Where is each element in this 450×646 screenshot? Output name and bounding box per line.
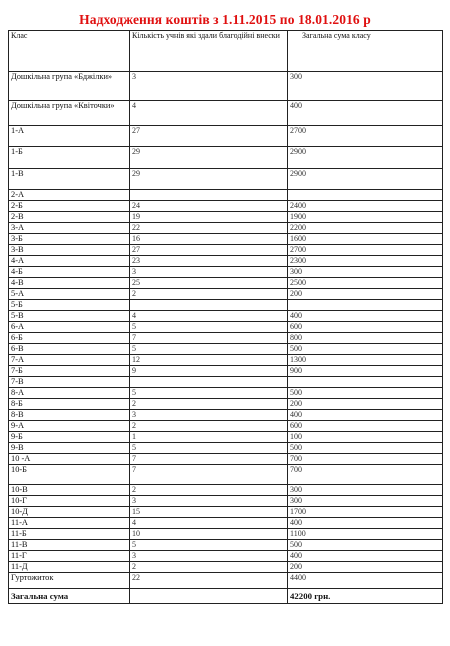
count-cell (130, 190, 288, 201)
class-cell: 11-Г (9, 551, 130, 562)
sum-cell: 1100 (288, 529, 443, 540)
count-cell: 5 (130, 443, 288, 454)
count-cell: 3 (130, 72, 288, 101)
class-cell: 8-А (9, 388, 130, 399)
sum-cell: 400 (288, 410, 443, 421)
class-cell: 6-Б (9, 333, 130, 344)
count-cell: 12 (130, 355, 288, 366)
sum-cell: 400 (288, 518, 443, 529)
class-cell: 6-В (9, 344, 130, 355)
class-cell: 7-Б (9, 366, 130, 377)
table-row (9, 300, 443, 311)
sum-cell: 2400 (288, 201, 443, 212)
count-cell: 3 (130, 267, 288, 278)
sum-cell: 1700 (288, 507, 443, 518)
table-row (9, 212, 443, 223)
class-cell: 4-А (9, 256, 130, 267)
sum-cell: 700 (288, 465, 443, 485)
table-row (9, 245, 443, 256)
table-row (9, 377, 443, 388)
table-row (9, 562, 443, 573)
sum-cell: 500 (288, 388, 443, 399)
count-cell: 16 (130, 234, 288, 245)
count-cell: 15 (130, 507, 288, 518)
header-class: Клас (9, 31, 130, 72)
count-cell: 4 (130, 518, 288, 529)
count-cell: 22 (130, 223, 288, 234)
table-row (9, 344, 443, 355)
count-cell: 24 (130, 201, 288, 212)
table-row (9, 223, 443, 234)
document-title: Надходження коштів з 1.11.2015 по 18.01.2016 р (79, 12, 371, 27)
table-row (9, 496, 443, 507)
table-row (9, 421, 443, 432)
count-cell: 23 (130, 256, 288, 267)
sum-cell (288, 300, 443, 311)
table-row (9, 507, 443, 518)
class-cell: 11-В (9, 540, 130, 551)
class-cell: Гуртожиток (9, 573, 130, 589)
class-cell: 1-В (9, 169, 130, 190)
sum-cell: 300 (288, 496, 443, 507)
class-cell: 2-Б (9, 201, 130, 212)
count-cell: 1 (130, 432, 288, 443)
class-cell: 7-В (9, 377, 130, 388)
table-row (9, 190, 443, 201)
table-row (9, 454, 443, 465)
table-row (9, 410, 443, 421)
sum-cell: 500 (288, 540, 443, 551)
table-row (9, 432, 443, 443)
class-cell: 10-Г (9, 496, 130, 507)
class-cell: 3-Б (9, 234, 130, 245)
class-cell: 10-Д (9, 507, 130, 518)
count-cell: 7 (130, 465, 288, 485)
count-cell (130, 300, 288, 311)
class-cell: 6-А (9, 322, 130, 333)
table-row (9, 201, 443, 212)
class-cell: 1-А (9, 126, 130, 147)
table-row (9, 256, 443, 267)
count-cell: 25 (130, 278, 288, 289)
table-row (9, 72, 443, 101)
count-cell: 3 (130, 410, 288, 421)
total-label: Загальна сума (9, 589, 130, 604)
class-cell: 9-Б (9, 432, 130, 443)
header-count: Кількість учнів які здали благодійні внески (130, 31, 288, 72)
class-cell: 2-В (9, 212, 130, 223)
table-row (9, 399, 443, 410)
class-cell: 10 -А (9, 454, 130, 465)
table-row (9, 540, 443, 551)
class-cell: 10-Б (9, 465, 130, 485)
class-cell: 11-А (9, 518, 130, 529)
sum-cell: 2500 (288, 278, 443, 289)
count-cell: 27 (130, 245, 288, 256)
count-cell: 29 (130, 169, 288, 190)
table-row (9, 311, 443, 322)
table-row (9, 234, 443, 245)
count-cell: 4 (130, 311, 288, 322)
sum-cell: 2900 (288, 169, 443, 190)
sum-cell (288, 377, 443, 388)
class-cell: 9-В (9, 443, 130, 454)
sum-cell: 100 (288, 432, 443, 443)
class-cell: 9-А (9, 421, 130, 432)
count-cell: 2 (130, 485, 288, 496)
sum-cell: 300 (288, 72, 443, 101)
class-cell: Дошкільна група «Квіточки» (9, 101, 130, 126)
count-cell: 2 (130, 289, 288, 300)
class-cell: Дошкільна група «Бджілки» (9, 72, 130, 101)
count-cell: 5 (130, 322, 288, 333)
class-cell: 2-А (9, 190, 130, 201)
header-sum: Загальна сума класу (288, 31, 443, 72)
class-cell: 4-Б (9, 267, 130, 278)
count-cell: 22 (130, 573, 288, 589)
table-row (9, 355, 443, 366)
table-row (9, 529, 443, 540)
sum-cell: 1600 (288, 234, 443, 245)
sum-cell: 300 (288, 267, 443, 278)
sum-cell: 1900 (288, 212, 443, 223)
count-cell: 10 (130, 529, 288, 540)
table-row (9, 388, 443, 399)
table-row (9, 518, 443, 529)
total-empty (130, 589, 288, 604)
sum-cell: 600 (288, 322, 443, 333)
table-row (9, 485, 443, 496)
class-cell: 11-Д (9, 562, 130, 573)
total-value: 42200 грн. (288, 589, 443, 604)
class-cell: 7-А (9, 355, 130, 366)
sum-cell: 500 (288, 344, 443, 355)
sum-cell: 2300 (288, 256, 443, 267)
sum-cell: 4400 (288, 573, 443, 589)
table-row (9, 147, 443, 169)
class-cell: 5-А (9, 289, 130, 300)
class-cell: 3-В (9, 245, 130, 256)
table-row (9, 465, 443, 485)
sum-cell: 200 (288, 399, 443, 410)
class-cell: 11-Б (9, 529, 130, 540)
sum-cell: 200 (288, 289, 443, 300)
count-cell: 4 (130, 101, 288, 126)
class-cell: 3-А (9, 223, 130, 234)
sum-cell: 900 (288, 366, 443, 377)
class-cell: 5-Б (9, 300, 130, 311)
sum-cell: 400 (288, 551, 443, 562)
sum-cell: 700 (288, 454, 443, 465)
class-cell: 4-В (9, 278, 130, 289)
count-cell: 3 (130, 551, 288, 562)
sum-cell (288, 190, 443, 201)
class-cell: 1-Б (9, 147, 130, 169)
total-row (9, 589, 443, 604)
class-cell: 8-Б (9, 399, 130, 410)
table-row (9, 333, 443, 344)
count-cell: 7 (130, 454, 288, 465)
class-cell: 5-В (9, 311, 130, 322)
table-row (9, 169, 443, 190)
count-cell: 5 (130, 388, 288, 399)
class-cell: 8-В (9, 410, 130, 421)
count-cell: 3 (130, 496, 288, 507)
count-cell: 5 (130, 540, 288, 551)
sum-cell: 200 (288, 562, 443, 573)
table-row (9, 267, 443, 278)
table-row (9, 322, 443, 333)
count-cell (130, 377, 288, 388)
sum-cell: 400 (288, 311, 443, 322)
table-row (9, 573, 443, 589)
sum-cell: 2700 (288, 245, 443, 256)
count-cell: 19 (130, 212, 288, 223)
sum-cell: 600 (288, 421, 443, 432)
class-cell: 10-В (9, 485, 130, 496)
count-cell: 9 (130, 366, 288, 377)
donations-table (8, 30, 443, 604)
table-row (9, 443, 443, 454)
count-cell: 2 (130, 562, 288, 573)
count-cell: 7 (130, 333, 288, 344)
sum-cell: 2200 (288, 223, 443, 234)
table-row (9, 366, 443, 377)
sum-cell: 2900 (288, 147, 443, 169)
table-row (9, 126, 443, 147)
table-row (9, 101, 443, 126)
count-cell: 2 (130, 421, 288, 432)
count-cell: 27 (130, 126, 288, 147)
count-cell: 2 (130, 399, 288, 410)
sum-cell: 300 (288, 485, 443, 496)
sum-cell: 500 (288, 443, 443, 454)
count-cell: 29 (130, 147, 288, 169)
table-row (9, 289, 443, 300)
count-cell: 5 (130, 344, 288, 355)
sum-cell: 800 (288, 333, 443, 344)
sum-cell: 2700 (288, 126, 443, 147)
sum-cell: 400 (288, 101, 443, 126)
table-row (9, 278, 443, 289)
table-header-row (9, 31, 443, 72)
sum-cell: 1300 (288, 355, 443, 366)
table-row (9, 551, 443, 562)
